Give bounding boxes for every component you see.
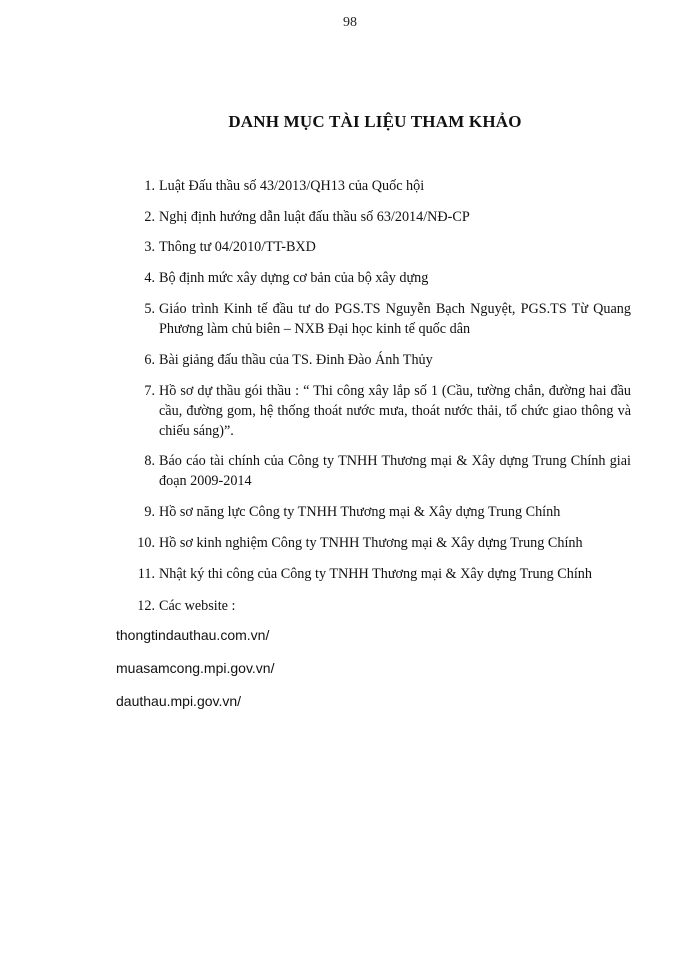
reference-number: 3. — [144, 239, 155, 255]
website-link: thongtindauthau.com.vn/ — [116, 627, 270, 643]
reference-text: Hồ sơ kinh nghiệm Công ty TNHH Thương mại & Xây dựng Trung Chính — [159, 535, 583, 551]
reference-text: Các website : — [159, 598, 236, 614]
reference-text: Thông tư 04/2010/TT-BXD — [159, 239, 316, 255]
reference-number: 7. — [144, 383, 155, 399]
reference-text: Luật Đấu thầu số 43/2013/QH13 của Quốc hội — [159, 178, 425, 194]
reference-text: Hồ sơ dự thầu gói thầu : “ Thi công xây lắp số 1 (Cầu, tường chắn, đường hai đầu cầu, đường gom, hệ thống thoát nước mưa, thoát nước thải, tổ chức giao thông và chiếu sáng)”. — [159, 383, 631, 439]
reference-number: 1. — [144, 178, 155, 194]
reference-number: 2. — [144, 209, 155, 225]
reference-text: Nghị định hướng dẫn luật đấu thầu số 63/2014/NĐ-CP — [159, 209, 470, 225]
reference-number: 9. — [144, 504, 155, 520]
reference-text: Giáo trình Kinh tế đầu tư do PGS.TS Nguyễn Bạch Nguyệt, PGS.TS Từ Quang Phương làm chủ biên – NXB Đại học kinh tế quốc dân — [159, 301, 631, 337]
reference-number: 5. — [144, 301, 155, 317]
reference-number: 8. — [144, 453, 155, 469]
reference-number: 10. — [137, 535, 155, 551]
reference-text: Hồ sơ năng lực Công ty TNHH Thương mại & Xây dựng Trung Chính — [159, 504, 561, 520]
website-link: muasamcong.mpi.gov.vn/ — [116, 660, 275, 676]
reference-text: Bài giảng đấu thầu của TS. Đinh Đào Ánh Thủy — [159, 352, 433, 368]
page-number: 98 — [343, 15, 357, 30]
reference-number: 4. — [144, 270, 155, 286]
website-link: dauthau.mpi.gov.vn/ — [116, 693, 242, 709]
reference-text: Nhật ký thi công của Công ty TNHH Thương mại & Xây dựng Trung Chính — [159, 566, 592, 582]
reference-number: 6. — [144, 352, 155, 368]
reference-text: Báo cáo tài chính của Công ty TNHH Thương mại & Xây dựng Trung Chính giai đoạn 2009-2014 — [159, 453, 631, 489]
reference-number: 11. — [137, 566, 155, 582]
page-title: DANH MỤC TÀI LIỆU THAM KHẢO — [228, 112, 522, 131]
reference-text: Bộ định mức xây dựng cơ bản của bộ xây dựng — [159, 270, 429, 286]
reference-number: 12. — [137, 598, 155, 614]
